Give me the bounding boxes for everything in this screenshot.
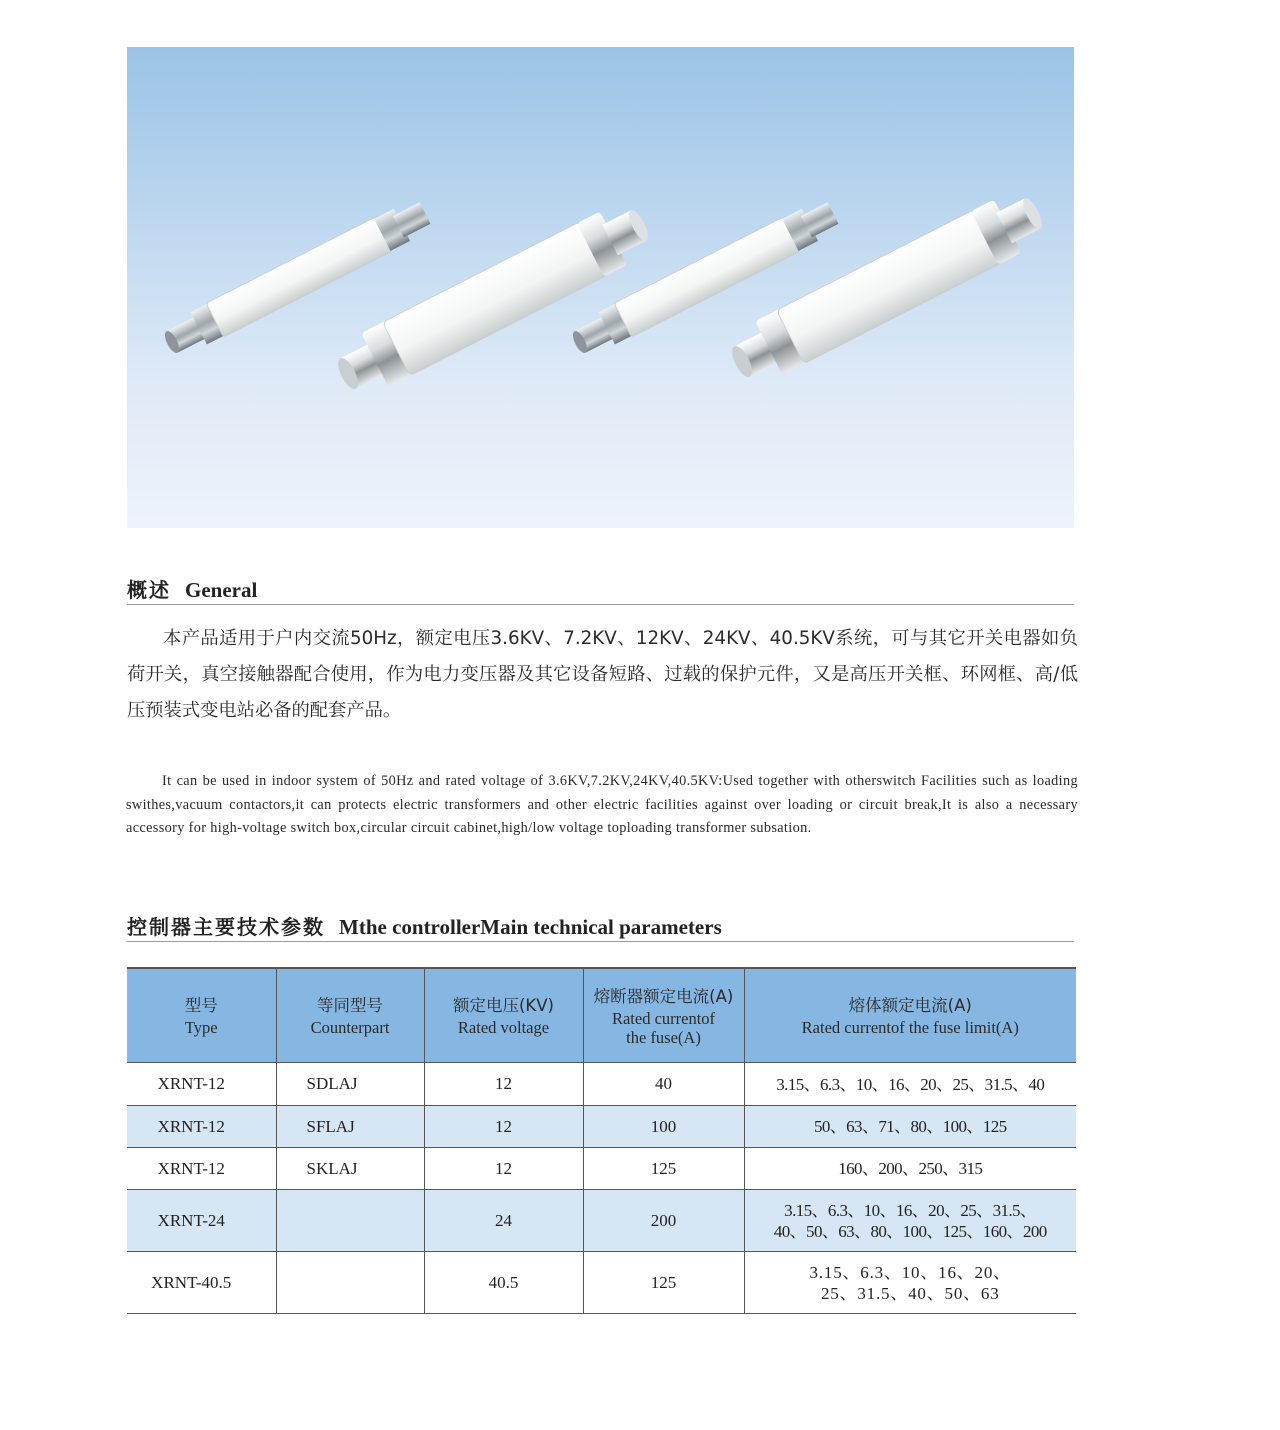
- header-cn: 型号: [184, 996, 218, 1015]
- cell-limit-current: [744, 1148, 1076, 1190]
- header-cn: 等同型号: [317, 996, 383, 1015]
- general-title-cn: 概述: [127, 578, 171, 602]
- table-header-row: [127, 968, 1076, 1063]
- technical-parameters-table: [127, 967, 1076, 1314]
- header-en: Counterpart: [310, 1018, 390, 1037]
- cell-type: XRNT-12: [127, 1106, 276, 1148]
- header-cn: 熔体额定电流(A): [848, 996, 972, 1015]
- header-limit-current: [744, 968, 1076, 1063]
- limit-line-1: 3.15、6.3、10、16、20、25、31.5、40: [776, 1074, 1045, 1094]
- header-type: [127, 968, 276, 1063]
- general-title-en: General: [185, 578, 258, 602]
- product-photo: [127, 47, 1074, 528]
- cell-counterpart: SDLAJ: [276, 1063, 424, 1106]
- limit-line-1: 160、200、250、315: [838, 1159, 983, 1178]
- table-row: [127, 1106, 1076, 1148]
- cell-type: XRNT-24: [127, 1190, 276, 1252]
- cell-type: XRNT-40.5: [127, 1252, 276, 1314]
- header-counterpart: [276, 968, 424, 1063]
- header-voltage: [424, 968, 583, 1063]
- limit-line-2: 25、31.5、40、50、63: [820, 1283, 1000, 1303]
- cell-fuse-current: 40: [583, 1063, 744, 1106]
- cell-counterpart: SFLAJ: [276, 1106, 424, 1148]
- table-row: [127, 1063, 1076, 1106]
- header-cn: 熔断器额定电流(A): [593, 986, 734, 1006]
- table-row: [127, 1190, 1076, 1252]
- cell-limit-current: [744, 1252, 1076, 1314]
- cell-voltage: 40.5: [424, 1252, 583, 1314]
- large-fuse-2: [722, 184, 1051, 391]
- limit-line-1: 50、63、71、80、100、125: [813, 1117, 1007, 1136]
- table-row: [127, 1252, 1076, 1314]
- general-description-cn: 本产品适用于户内交流50Hz，额定电压3.6KV、7.2KV、12KV、24KV、40.5KV系统，可与其它开关电器如负荷开关，真空接触器配合使用，作为电力变压器及其它设备短路、过载的保护元件，又是高压开关框、环网框、高/低压预装式变电站必备的配套产品。: [127, 628, 1078, 721]
- cell-type: XRNT-12: [127, 1063, 276, 1106]
- limit-line-2: 40、50、63、80、100、125、160、200: [773, 1221, 1047, 1241]
- params-heading: [127, 911, 1074, 942]
- limit-line-1: 3.15、6.3、10、16、20、25、31.5、: [784, 1200, 1037, 1220]
- table-row: [127, 1148, 1076, 1190]
- cell-counterpart: [276, 1252, 424, 1314]
- cell-voltage: 12: [424, 1106, 583, 1148]
- cell-fuse-current: 125: [583, 1252, 744, 1314]
- general-description-en: It can be used in indoor system of 50Hz and rated voltage of 3.6KV,7.2KV,24KV,40.5KV:Used together with otherswitch Facilities such as loading swithes,vacuum contactors,it can protects electric transformers and other electric facilities against over loading or circuit break,It is also a necessary accessory for high-voltage switch box,circular circuit cabinet,high/low voltage toploading transformer subsation.: [126, 773, 1078, 836]
- fuse-illustration: [127, 47, 1074, 528]
- general-heading: [127, 574, 1074, 605]
- header-fuse-current: [583, 968, 744, 1063]
- cell-voltage: 12: [424, 1148, 583, 1190]
- cell-voltage: 24: [424, 1190, 583, 1252]
- cell-fuse-current: 200: [583, 1190, 744, 1252]
- limit-line-1: 3.15、6.3、10、16、20、: [809, 1262, 1011, 1282]
- cell-counterpart: SKLAJ: [276, 1148, 424, 1190]
- cell-counterpart: [276, 1190, 424, 1252]
- cell-limit-current: [744, 1190, 1076, 1252]
- cell-limit-current: [744, 1063, 1076, 1106]
- cell-fuse-current: 125: [583, 1148, 744, 1190]
- cell-voltage: 12: [424, 1063, 583, 1106]
- cell-type: XRNT-12: [127, 1148, 276, 1190]
- cell-limit-current: [744, 1106, 1076, 1148]
- header-en: Rated currentof the fuse limit(A): [801, 1018, 1019, 1037]
- header-en: Type: [184, 1018, 218, 1037]
- params-title-cn: 控制器主要技术参数: [127, 915, 325, 939]
- header-en: Rated currentof the fuse(A): [611, 1008, 716, 1047]
- cell-fuse-current: 100: [583, 1106, 744, 1148]
- header-cn: 额定电压(KV): [453, 996, 554, 1015]
- header-en: Rated voltage: [457, 1018, 550, 1037]
- params-title-en: Mthe controllerMain technical parameters: [339, 915, 722, 939]
